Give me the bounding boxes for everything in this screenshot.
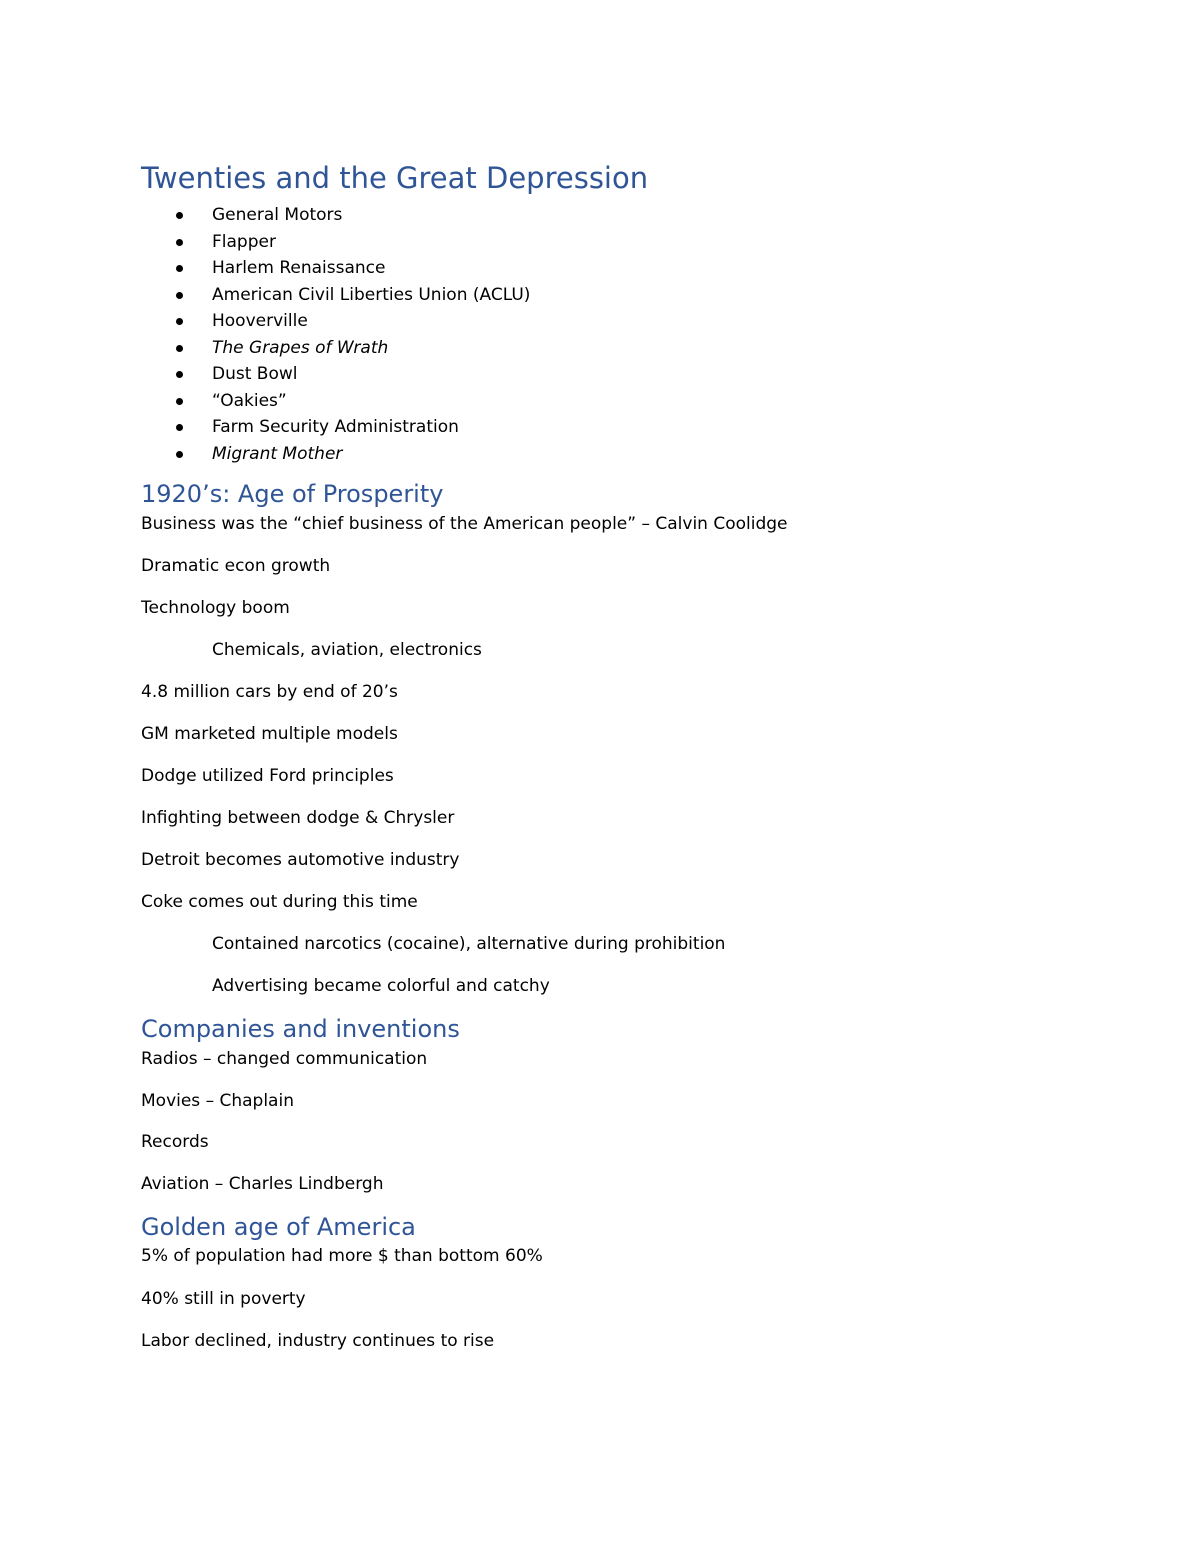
paragraph: Business was the “chief business of the American people” – Calvin Coolidge bbox=[141, 514, 788, 534]
bullet-icon bbox=[176, 212, 183, 219]
list-item-text: Hooverville bbox=[212, 311, 308, 331]
paragraph: Movies – Chaplain bbox=[141, 1091, 294, 1111]
bullet-icon bbox=[176, 371, 183, 378]
paragraph-indented: Advertising became colorful and catchy bbox=[212, 976, 550, 996]
bullet-icon bbox=[176, 424, 183, 431]
section-heading-companies: Companies and inventions bbox=[141, 1015, 460, 1043]
paragraph: Radios – changed communication bbox=[141, 1049, 428, 1069]
document-title: Twenties and the Great Depression bbox=[141, 161, 649, 195]
list-item-text: Farm Security Administration bbox=[212, 417, 459, 437]
paragraph: Dodge utilized Ford principles bbox=[141, 766, 394, 786]
paragraph: Detroit becomes automotive industry bbox=[141, 850, 460, 870]
paragraph: Labor declined, industry continues to rise bbox=[141, 1331, 495, 1351]
paragraph-indented: Chemicals, aviation, electronics bbox=[212, 640, 482, 660]
list-item-text: Dust Bowl bbox=[212, 364, 298, 384]
paragraph: GM marketed multiple models bbox=[141, 724, 398, 744]
paragraph: 5% of population had more $ than bottom 60% bbox=[141, 1246, 543, 1266]
paragraph-indented: Contained narcotics (cocaine), alternative during prohibition bbox=[212, 934, 726, 954]
list-item-text: The Grapes of Wrath bbox=[212, 337, 389, 358]
bullet-icon bbox=[176, 318, 183, 325]
bullet-icon bbox=[176, 398, 183, 405]
paragraph: Infighting between dodge & Chrysler bbox=[141, 808, 455, 828]
list-item-text: Harlem Renaissance bbox=[212, 258, 386, 278]
list-item-text: “Oakies” bbox=[212, 390, 287, 411]
paragraph: Dramatic econ growth bbox=[141, 556, 331, 576]
bullet-icon bbox=[176, 292, 183, 299]
list-item-text: General Motors bbox=[212, 205, 343, 225]
list-item-text: Migrant Mother bbox=[212, 443, 343, 464]
bullet-icon bbox=[176, 345, 183, 352]
paragraph: 40% still in poverty bbox=[141, 1289, 306, 1309]
paragraph: Records bbox=[141, 1132, 209, 1152]
bullet-icon bbox=[176, 451, 183, 458]
section-heading-golden-age: Golden age of America bbox=[141, 1213, 416, 1241]
list-item-text: American Civil Liberties Union (ACLU) bbox=[212, 284, 531, 305]
paragraph: Coke comes out during this time bbox=[141, 892, 418, 912]
paragraph: Technology boom bbox=[141, 598, 290, 618]
paragraph: 4.8 million cars by end of 20’s bbox=[141, 682, 398, 702]
bullet-icon bbox=[176, 265, 183, 272]
bullet-icon bbox=[176, 239, 183, 246]
list-item-text: Flapper bbox=[212, 231, 276, 252]
section-heading-prosperity: 1920’s: Age of Prosperity bbox=[141, 480, 444, 508]
paragraph: Aviation – Charles Lindbergh bbox=[141, 1174, 384, 1194]
